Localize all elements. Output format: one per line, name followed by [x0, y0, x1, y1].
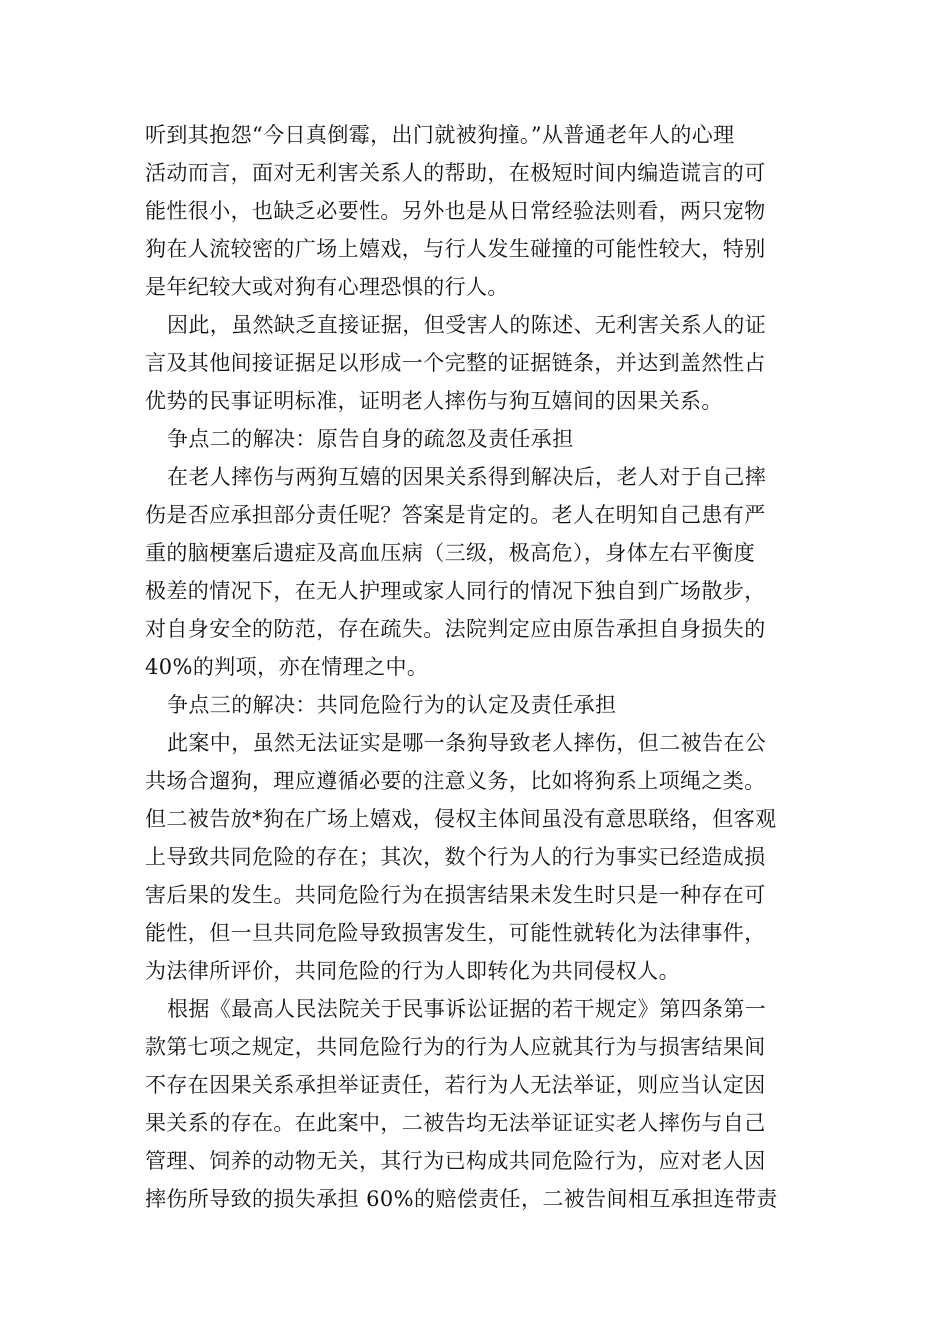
text-line: 害后果的发生。共同危险行为在损害结果未发生时只是一种存在可: [145, 883, 766, 907]
text-line: 伤是否应承担部分责任呢？答案是肯定的。老人在明知自己患有严: [145, 503, 766, 527]
text-line: 争点三的解决：共同危险行为的认定及责任承担: [167, 693, 617, 717]
text-line: 在老人摔伤与两狗互嬉的因果关系得到解决后，老人对于自己摔: [167, 465, 767, 489]
text-line: 摔伤所导致的损失承担 60%的赔偿责任，二被告间相互承担连带责: [145, 1187, 778, 1211]
text-line: 对自身安全的防范，存在疏失。法院判定应由原告承担自身损失的: [145, 617, 766, 641]
text-line: 极差的情况下，在无人护理或家人同行的情况下独自到广场散步，: [145, 579, 766, 603]
text-line: 狗在人流较密的广场上嬉戏，与行人发生碰撞的可能性较大，特别: [145, 237, 766, 261]
text-line: 能性很小，也缺乏必要性。另外也是从日常经验法则看，两只宠物: [145, 199, 766, 223]
text-line: 共场合遛狗，理应遵循必要的注意义务，比如将狗系上项绳之类。: [145, 769, 766, 793]
text-line: 是年纪较大或对狗有心理恐惧的行人。: [145, 275, 509, 299]
text-line: 因此，虽然缺乏直接证据，但受害人的陈述、无利害关系人的证: [167, 313, 767, 337]
text-line: 根据《最高人民法院关于民事诉讼证据的若干规定》第四条第一: [167, 997, 767, 1021]
text-line: 重的脑梗塞后遗症及高血压病（三级，极高危），身体左右平衡度: [145, 541, 756, 565]
document-body: [145, 116, 807, 1218]
text-line: 能性，但一旦共同危险导致损害发生，可能性就转化为法律事件，: [145, 921, 766, 945]
text-line: 果关系的存在。在此案中，二被告均无法举证证实老人摔伤与自己: [145, 1111, 766, 1135]
text-line: 管理、饲养的动物无关，其行为已构成共同危险行为，应对老人因: [145, 1149, 766, 1173]
text-line: 听到其抱怨“今日真倒霉，出门就被狗撞。”从普通老年人的心理: [145, 123, 735, 147]
text-line: 优势的民事证明标准，证明老人摔伤与狗互嬉间的因果关系。: [145, 389, 723, 413]
text-line: 争点二的解决：原告自身的疏忽及责任承担: [167, 427, 574, 451]
text-line: 活动而言，面对无利害关系人的帮助，在极短时间内编造谎言的可: [145, 161, 766, 185]
text-line: 上导致共同危险的存在；其次，数个行为人的行为事实已经造成损: [145, 845, 766, 869]
text-line: 不存在因果关系承担举证责任，若行为人无法举证，则应当认定因: [145, 1073, 766, 1097]
text-line: 言及其他间接证据足以形成一个完整的证据链条，并达到盖然性占: [145, 351, 766, 375]
text-line: 40%的判项，亦在情理之中。: [145, 655, 429, 679]
text-line: 为法律所评价，共同危险的行为人即转化为共同侵权人。: [145, 959, 680, 983]
text-line: 此案中，虽然无法证实是哪一条狗导致老人摔伤，但二被告在公: [167, 731, 767, 755]
text-line: 款第七项之规定，共同危险行为的行为人应就其行为与损害结果间: [145, 1035, 766, 1059]
text-line: 但二被告放*狗在广场上嬉戏，侵权主体间虽没有意思联络，但客观: [145, 807, 777, 831]
